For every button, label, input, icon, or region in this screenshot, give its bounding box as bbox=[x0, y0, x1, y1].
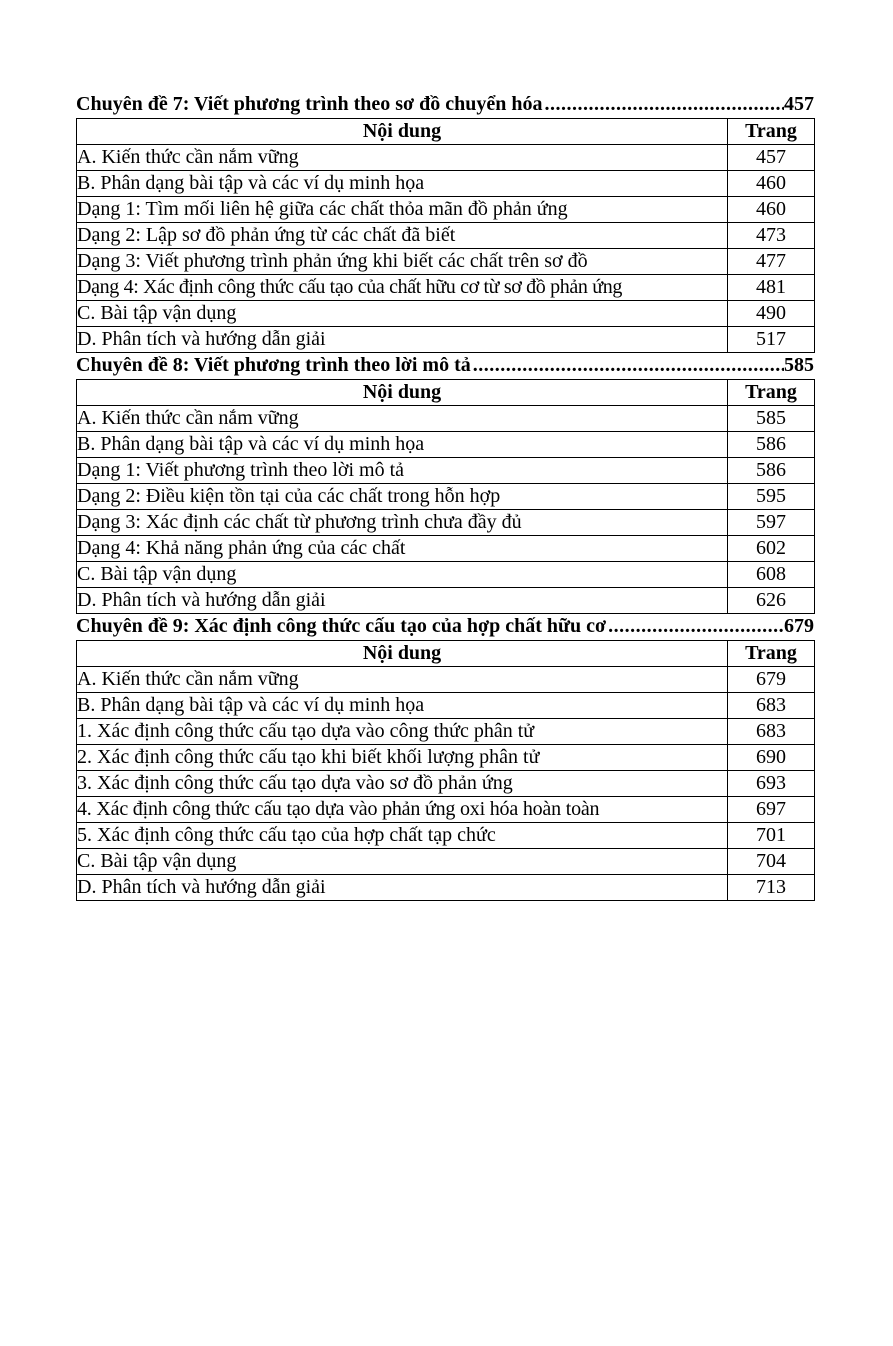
dot-leader bbox=[606, 614, 784, 639]
column-header-content: Nội dung bbox=[77, 119, 728, 145]
table-of-contents bbox=[76, 92, 814, 901]
entry-text: Dạng 3: Viết phương trình phản ứng khi biết các chất trên sơ đồ bbox=[77, 249, 728, 275]
toc-section-7 bbox=[76, 92, 814, 353]
entry-page: 595 bbox=[728, 484, 815, 510]
table-row bbox=[77, 771, 815, 797]
table-row bbox=[77, 458, 815, 484]
toc-section-9 bbox=[76, 614, 814, 901]
section-page-number: 679 bbox=[784, 615, 814, 637]
entry-page: 460 bbox=[728, 197, 815, 223]
entry-text: B. Phân dạng bài tập và các ví dụ minh họa bbox=[77, 693, 728, 719]
section-title: Chuyên đề 8: Viết phương trình theo lời mô tả bbox=[76, 354, 471, 376]
entry-page: 586 bbox=[728, 432, 815, 458]
entry-page: 626 bbox=[728, 588, 815, 614]
entry-page: 585 bbox=[728, 406, 815, 432]
dot-leader bbox=[471, 353, 784, 378]
toc-table bbox=[76, 640, 815, 901]
entry-page: 693 bbox=[728, 771, 815, 797]
table-row bbox=[77, 197, 815, 223]
entry-text: C. Bài tập vận dụng bbox=[77, 562, 728, 588]
column-header-page: Trang bbox=[728, 119, 815, 145]
entry-text: C. Bài tập vận dụng bbox=[77, 849, 728, 875]
entry-text: D. Phân tích và hướng dẫn giải bbox=[77, 875, 728, 901]
entry-text: Dạng 2: Lập sơ đồ phản ứng từ các chất đã biết bbox=[77, 223, 728, 249]
entry-page: 586 bbox=[728, 458, 815, 484]
table-row bbox=[77, 667, 815, 693]
table-row bbox=[77, 745, 815, 771]
entry-text: D. Phân tích và hướng dẫn giải bbox=[77, 588, 728, 614]
entry-text: Dạng 3: Xác định các chất từ phương trình chưa đầy đủ bbox=[77, 510, 728, 536]
entry-text: B. Phân dạng bài tập và các ví dụ minh họa bbox=[77, 171, 728, 197]
entry-text: Dạng 2: Điều kiện tồn tại của các chất trong hỗn hợp bbox=[77, 484, 728, 510]
section-heading bbox=[76, 92, 814, 117]
entry-page: 473 bbox=[728, 223, 815, 249]
table-header-row bbox=[77, 380, 815, 406]
entry-text: D. Phân tích và hướng dẫn giải bbox=[77, 327, 728, 353]
table-row bbox=[77, 562, 815, 588]
table-row bbox=[77, 693, 815, 719]
entry-text: 4. Xác định công thức cấu tạo dựa vào phản ứng oxi hóa hoàn toàn bbox=[77, 797, 728, 823]
entry-page: 460 bbox=[728, 171, 815, 197]
table-row bbox=[77, 406, 815, 432]
table-row bbox=[77, 171, 815, 197]
entry-page: 701 bbox=[728, 823, 815, 849]
entry-page: 481 bbox=[728, 275, 815, 301]
entry-page: 602 bbox=[728, 536, 815, 562]
section-heading bbox=[76, 614, 814, 639]
table-row bbox=[77, 849, 815, 875]
entry-page: 490 bbox=[728, 301, 815, 327]
entry-page: 683 bbox=[728, 693, 815, 719]
entry-page: 704 bbox=[728, 849, 815, 875]
table-row bbox=[77, 719, 815, 745]
table-row bbox=[77, 797, 815, 823]
entry-text: Dạng 1: Tìm mối liên hệ giữa các chất thỏa mãn đồ phản ứng bbox=[77, 197, 728, 223]
entry-page: 597 bbox=[728, 510, 815, 536]
entry-page: 713 bbox=[728, 875, 815, 901]
table-row bbox=[77, 823, 815, 849]
table-row bbox=[77, 249, 815, 275]
toc-table bbox=[76, 379, 815, 614]
dot-leader bbox=[542, 92, 784, 117]
section-heading bbox=[76, 353, 814, 378]
table-row bbox=[77, 510, 815, 536]
table-row bbox=[77, 275, 815, 301]
column-header-page: Trang bbox=[728, 380, 815, 406]
column-header-content: Nội dung bbox=[77, 641, 728, 667]
table-row bbox=[77, 536, 815, 562]
entry-page: 457 bbox=[728, 145, 815, 171]
table-row bbox=[77, 588, 815, 614]
entry-text: Dạng 4: Khả năng phản ứng của các chất bbox=[77, 536, 728, 562]
entry-text: A. Kiến thức cần nắm vững bbox=[77, 406, 728, 432]
table-row bbox=[77, 223, 815, 249]
table-row bbox=[77, 484, 815, 510]
entry-page: 477 bbox=[728, 249, 815, 275]
table-row bbox=[77, 875, 815, 901]
toc-section-8 bbox=[76, 353, 814, 614]
entry-text: A. Kiến thức cần nắm vững bbox=[77, 145, 728, 171]
section-title: Chuyên đề 9: Xác định công thức cấu tạo của hợp chất hữu cơ bbox=[76, 615, 607, 637]
table-header-row bbox=[77, 641, 815, 667]
entry-text: B. Phân dạng bài tập và các ví dụ minh họa bbox=[77, 432, 728, 458]
entry-text: 3. Xác định công thức cấu tạo dựa vào sơ đồ phản ứng bbox=[77, 771, 728, 797]
section-title: Chuyên đề 7: Viết phương trình theo sơ đồ chuyển hóa bbox=[76, 93, 543, 115]
entry-page: 608 bbox=[728, 562, 815, 588]
entry-text: Dạng 4: Xác định công thức cấu tạo của chất hữu cơ từ sơ đồ phản ứng bbox=[77, 275, 728, 301]
table-row bbox=[77, 145, 815, 171]
entry-text: 1. Xác định công thức cấu tạo dựa vào công thức phân tử bbox=[77, 719, 728, 745]
entry-page: 679 bbox=[728, 667, 815, 693]
table-row bbox=[77, 327, 815, 353]
section-page-number: 457 bbox=[784, 93, 814, 115]
toc-table bbox=[76, 118, 815, 353]
table-header-row bbox=[77, 119, 815, 145]
column-header-content: Nội dung bbox=[77, 380, 728, 406]
entry-page: 697 bbox=[728, 797, 815, 823]
entry-page: 683 bbox=[728, 719, 815, 745]
entry-page: 690 bbox=[728, 745, 815, 771]
entry-page: 517 bbox=[728, 327, 815, 353]
entry-text: 5. Xác định công thức cấu tạo của hợp chất tạp chức bbox=[77, 823, 728, 849]
column-header-page: Trang bbox=[728, 641, 815, 667]
entry-text: C. Bài tập vận dụng bbox=[77, 301, 728, 327]
table-row bbox=[77, 432, 815, 458]
entry-text: A. Kiến thức cần nắm vững bbox=[77, 667, 728, 693]
entry-text: 2. Xác định công thức cấu tạo khi biết khối lượng phân tử bbox=[77, 745, 728, 771]
entry-text: Dạng 1: Viết phương trình theo lời mô tả bbox=[77, 458, 728, 484]
table-row bbox=[77, 301, 815, 327]
section-page-number: 585 bbox=[784, 354, 814, 376]
